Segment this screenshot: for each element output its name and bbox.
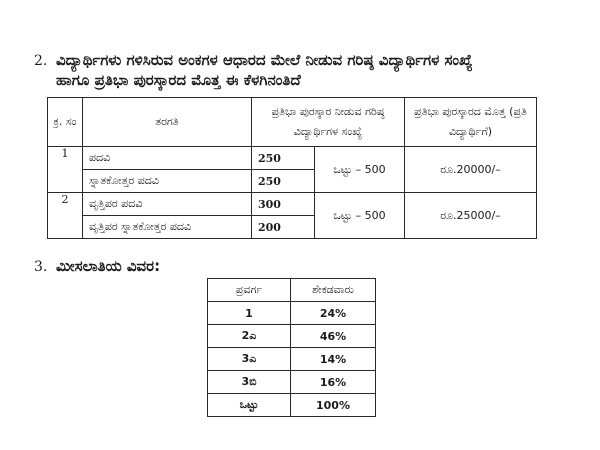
section-2-number: 2. bbox=[34, 53, 48, 69]
table-row bbox=[208, 348, 376, 371]
course-name: ಸ್ನಾತಕೋತ್ತರ ಪದವಿ bbox=[83, 170, 252, 193]
reservation-table bbox=[207, 278, 376, 417]
award-amount: ರೂ.20000/– bbox=[405, 147, 537, 193]
table-row bbox=[208, 371, 376, 394]
percentage: 24% bbox=[291, 302, 376, 325]
percentage: 14% bbox=[291, 348, 376, 371]
table-row bbox=[208, 302, 376, 325]
merit-award-table bbox=[47, 97, 537, 239]
category: ಒಟ್ಟು bbox=[208, 394, 291, 417]
percentage: 46% bbox=[291, 325, 376, 348]
header-serial-number: ಕ್ರ. ಸಂ bbox=[48, 98, 83, 147]
section-3-heading-text: ಮೀಸಲಾತಿಯ ವಿವರ: bbox=[56, 257, 161, 275]
percentage: 100% bbox=[291, 394, 376, 417]
table-row-total bbox=[208, 394, 376, 417]
student-count: 300 bbox=[252, 193, 315, 216]
table-row bbox=[48, 193, 537, 216]
header-category: ಪ್ರವರ್ಗ bbox=[208, 279, 291, 302]
percentage: 16% bbox=[291, 371, 376, 394]
group-total: ಒಟ್ಟು – 500 bbox=[315, 147, 405, 193]
table-header-row bbox=[208, 279, 376, 302]
student-count: 250 bbox=[252, 170, 315, 193]
section-2-heading-line2: ಹಾಗೂ ಪ್ರತಿಭಾ ಪುರಸ್ಕಾರದ ಮೊತ್ತ ಈ ಕೆಳಗಿನಂತಿದೆ bbox=[56, 71, 301, 89]
category: 2ಎ bbox=[208, 325, 291, 348]
group-total: ಒಟ್ಟು – 500 bbox=[315, 193, 405, 239]
header-percentage: ಶೇಕಡವಾರು bbox=[291, 279, 376, 302]
table-header-row bbox=[48, 98, 537, 147]
table-row bbox=[208, 325, 376, 348]
category: 1 bbox=[208, 302, 291, 325]
student-count: 250 bbox=[252, 147, 315, 170]
award-amount: ರೂ.25000/– bbox=[405, 193, 537, 239]
header-award-amount: ಪ್ರತಿಭಾ ಪುರಸ್ಕಾರದ ಮೊತ್ತ (ಪ್ರತಿ ವಿದ್ಯಾರ್ಥಿಗೆ) bbox=[405, 98, 537, 147]
course-name: ವೃತ್ತಿಪರ ಪದವಿ bbox=[83, 193, 252, 216]
course-name: ವೃತ್ತಿಪರ ಸ್ನಾತಕೋತ್ತರ ಪದವಿ bbox=[83, 216, 252, 239]
category: 3ಬಿ bbox=[208, 371, 291, 394]
serial-number: 2 bbox=[48, 193, 83, 239]
header-max-students: ಪ್ರತಿಭಾ ಪುರಸ್ಕಾರ ನೀಡುವ ಗರಿಷ್ಠ ವಿದ್ಯಾರ್ಥಿಗಳ ಸಂಖ್ಯೆ bbox=[252, 98, 405, 147]
table-row bbox=[48, 147, 537, 170]
serial-number: 1 bbox=[48, 147, 83, 193]
student-count: 200 bbox=[252, 216, 315, 239]
course-name: ಪದವಿ bbox=[83, 147, 252, 170]
header-course: ತರಗತಿ bbox=[83, 98, 252, 147]
section-3-number: 3. bbox=[34, 259, 48, 275]
category: 3ಎ bbox=[208, 348, 291, 371]
section-2-heading-line1: ವಿದ್ಯಾರ್ಥಿಗಳು ಗಳಿಸಿರುವ ಅಂಕಗಳ ಆಧಾರದ ಮೇಲೆ ನೀಡುವ ಗರಿಷ್ಠ ವಿದ್ಯಾರ್ಥಿಗಳ ಸಂಖ್ಯೆ bbox=[56, 51, 473, 69]
